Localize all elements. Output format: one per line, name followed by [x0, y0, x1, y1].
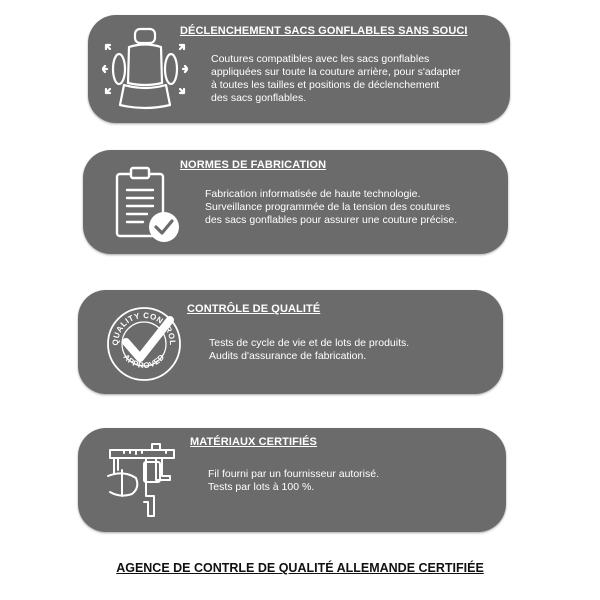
feature-card-airbag [88, 15, 510, 123]
feature-description: Tests de cycle de vie et de lots de produits. Audits d'assurance de fabrication. [209, 337, 410, 362]
feature-description: Fabrication informatisée de haute technologie. Surveillance programmée de la tension des coutures des sacs gonflables pour assurer une couture précise. [205, 188, 458, 226]
feature-card-materials [78, 428, 506, 532]
quality-control-stamp-icon [104, 304, 184, 384]
svg-text:APPROVED: APPROVED [121, 352, 167, 371]
feature-card-manufacturing [83, 150, 508, 254]
footer-certification: AGENCE DE CONTRLE DE QUALITÉ ALLEMANDE CERTIFIÉE [116, 561, 484, 575]
feature-description: Fil fourni par un fournisseur autorisé. Tests par lots à 100 %. [208, 468, 379, 493]
clipboard-check-icon [109, 164, 185, 246]
feature-card-quality [78, 290, 503, 394]
feature-title: MATÉRIAUX CERTIFIÉS [190, 436, 317, 448]
svg-text:QUALITY CONTROL: QUALITY CONTROL [110, 310, 178, 346]
car-seat-airbag-icon [102, 25, 188, 115]
feature-description: Coutures compatibles avec les sacs gonflables appliquées sur toute la couture arrière, pour s'adapter à toutes les tailles et positions de déclenchement des sacs gonflables. [211, 53, 461, 104]
feature-title: NORMES DE FABRICATION [180, 159, 327, 171]
feature-title: CONTRÔLE DE QUALITÉ [187, 303, 321, 315]
caliper-icon [104, 440, 184, 522]
feature-title: DÉCLENCHEMENT SACS GONFLABLES SANS SOUCI [180, 25, 468, 37]
